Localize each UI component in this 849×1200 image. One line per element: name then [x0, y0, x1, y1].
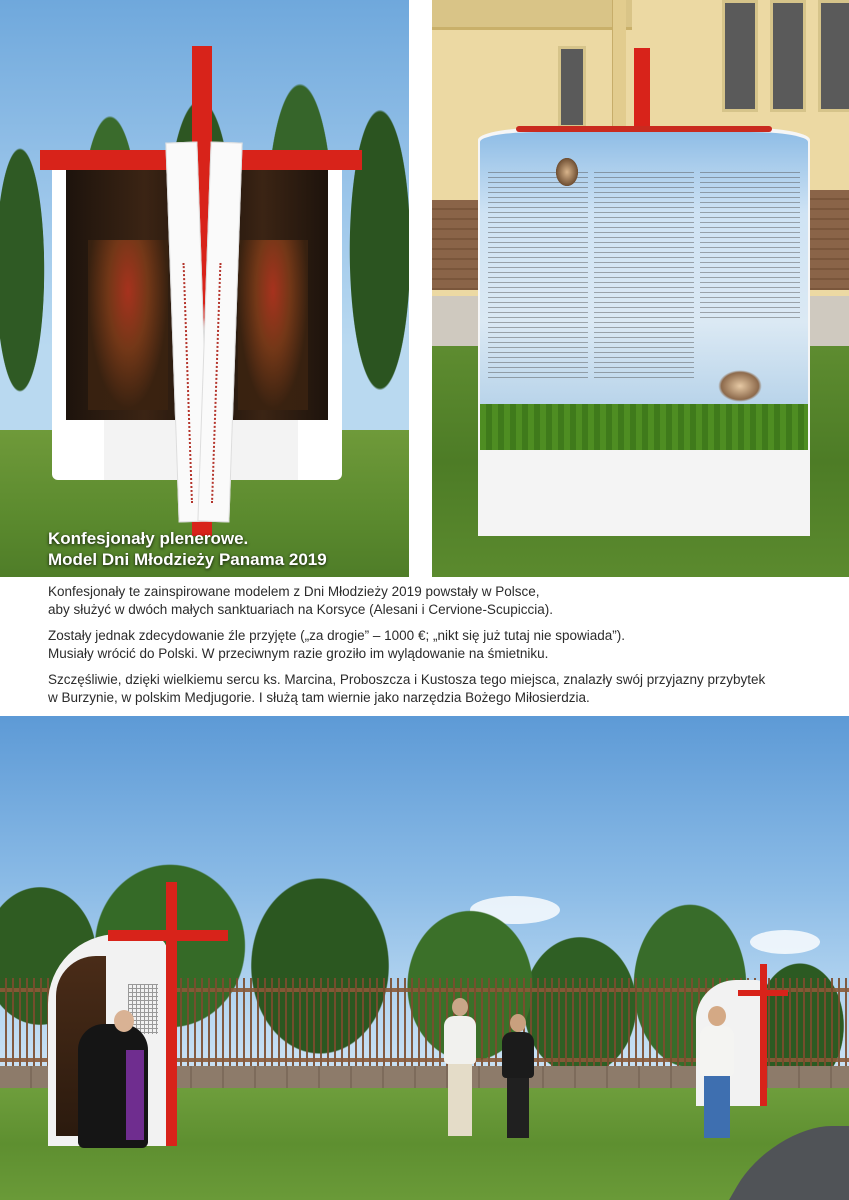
text-column — [594, 172, 694, 382]
red-cross-vertical — [760, 964, 767, 1106]
cornice — [432, 0, 632, 30]
paragraph — [48, 583, 828, 619]
red-cross-vertical — [166, 882, 177, 1146]
paragraph-line: Musiały wrócić do Polski. W przeciwnym razie groziło im wylądowanie na śmietniku. — [48, 646, 549, 661]
red-cross-top — [634, 48, 650, 132]
paragraph-line: Konfesjonały te zainspirowane modelem z Dni Młodzieży 2019 powstały w Polsce, — [48, 584, 540, 599]
red-cross-horizontal — [40, 150, 362, 170]
photo-caption — [48, 528, 327, 570]
church-window — [818, 0, 849, 112]
photo-confessional-back-board — [432, 0, 849, 577]
purple-stole — [126, 1050, 144, 1140]
photo-burzyn-sanctuary — [0, 716, 849, 1200]
priest-head — [114, 1010, 134, 1032]
caption-line-1: Konfesjonały plenerowe. — [48, 529, 249, 548]
paragraph-line: Zostały jednak zdecydowanie źle przyjęte („za drogie” – 1000 €; „nikt się już tutaj nie spowiada”). — [48, 628, 626, 643]
saint-portrait — [556, 158, 578, 186]
church-window — [558, 46, 586, 128]
paragraph-line: w Burzynie, w polskim Medjugorie. I służą tam wiernie jako narzędzia Bożego Miłosierdzia. — [48, 690, 590, 705]
photo-outdoor-confessional — [0, 0, 409, 577]
text-column — [488, 172, 588, 382]
text-column — [700, 172, 800, 322]
article-text — [48, 583, 828, 715]
board-base — [478, 450, 810, 536]
examination-of-conscience-panel — [480, 132, 808, 404]
prodigal-son-painting-left — [88, 240, 168, 410]
prodigal-son-painting-right — [238, 240, 308, 410]
church-window — [770, 0, 806, 112]
paragraph — [48, 627, 828, 663]
red-cross-horizontal — [738, 990, 788, 996]
woman-black-dress — [498, 1014, 538, 1140]
red-cross-horizontal — [108, 930, 228, 941]
woman-with-handbag — [694, 1006, 740, 1156]
divine-mercy-image — [718, 370, 762, 402]
board-grass-print — [480, 404, 808, 450]
paragraph-line: aby służyć w dwóch małych sanktuariach na Korsyce (Alesani i Cervione-Scupiccia). — [48, 602, 553, 617]
paragraph-line: Szczęśliwie, dzięki wielkiemu sercu ks. Marcina, Proboszcza i Kustosza tego miejsca, znalazły swój przyjazny przybytek — [48, 672, 766, 687]
paragraph — [48, 671, 828, 707]
woman-white-shirt — [440, 998, 480, 1138]
caption-line-2: Model Dni Młodzieży Panama 2019 — [48, 550, 327, 569]
church-window — [722, 0, 758, 112]
